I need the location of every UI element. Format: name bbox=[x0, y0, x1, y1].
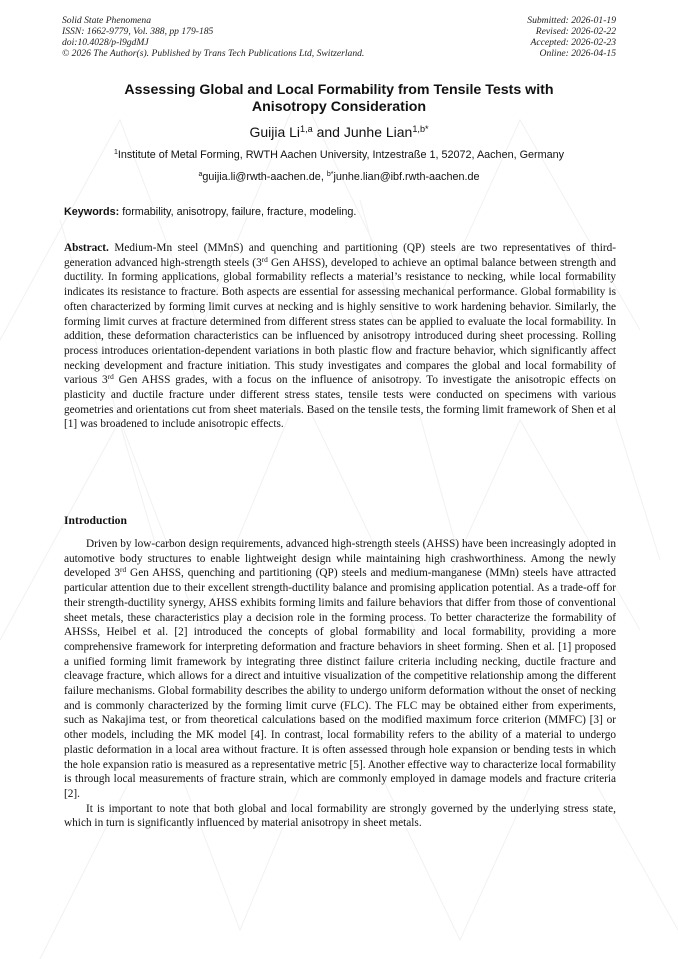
author-1: Guijia Li bbox=[249, 124, 301, 140]
introduction-body bbox=[64, 537, 616, 831]
journal-name: Solid State Phenomena bbox=[62, 15, 151, 26]
online-date: Online: 2026-04-15 bbox=[539, 48, 616, 59]
submitted-date: Submitted: 2026-01-19 bbox=[527, 15, 616, 26]
abstract-text-1: Medium-Mn steel (MMnS) and quenching and partitioning (QP) steels are two representatives of third-generation advanced high-strength steels (3 bbox=[64, 242, 616, 269]
email-a: guijia.li@rwth-aachen.de, bbox=[202, 171, 327, 183]
keywords-label: Keywords: bbox=[64, 206, 120, 218]
abstract-text-2: Gen AHSS), developed to achieve an optimal balance between strength and ductility. In forming applications, global formability reflects a material’s resistance to necking, while local formability indicates its resistance to fracture. Both aspects are essential for assessing mechanical performance. Global formability is often characterized by forming limit curves at necking and is highly sensitive to work hardening behavior. Similarly, the forming limit curves at fracture determined from different stress states can be applied to evaluate the local formability. In addition, these deformation characteristics can be influenced by anisotropy introduced during sheet processing. Rolling process introduces orientation-dependent variations in both plastic flow and fracture behavior, which significantly affect necking development and fracture initiation. This study investigates and compares the global and local formability of various 3 bbox=[64, 256, 617, 387]
intro-p1-text-b: Gen AHSS, quenching and partitioning (QP) steels and medium-manganese (MMn) steels have attracted particular attention due to their excellent strength-ductility balance and promising application potential. As a trade-off for their strength-ductility synergy, AHSS exhibits forming limits and failure behaviors that differ from those of conventional sheet metals, these characteristics play a decision role in the forming process. To better characterize the formability of AHSSs, Heibel et al. [2] introduced the concepts of global formability and local formability, providing a more comprehensive framework for interpreting deformation and fracture behaviors in sheet forming. Shen et al. [1] proposed a unified forming limit framework by integrating three distinct failure criteria including necking, ductile fracture and cleavage fracture, which allows for a direct and intuitive visualization of the competitive relationship among the different failure mechanisms. Global formability describes the ability to undergo uniform deformation without the onset of necking and is commonly characterized by the forming limit curve (FLC). The FLC may be obtained either from experiments, such as Nakajima test, or from theoretical calculations based on the modified maximum force criterion (MMFC) [3] or other models, including the MK model [4]. In contrast, local formability refers to the ability of a material to undergo plastic deformation in a local area without fracture. It is often assessed through hole expansion or bending tests in which the hole expansion ratio is measured as a representative metric [5]. Another effective way to characterize local formability is through local measurements of fracture strain, which are commonly employed in damage models and fracture criteria [2]. bbox=[64, 567, 616, 800]
title-line-1: Assessing Global and Local Formability from Tensile Tests with bbox=[124, 82, 554, 98]
intro-p1-text-a: Driven by low-carbon design requirements, advanced high-strength steels (AHSS) have been increasingly adopted in automotive body structures to enable lightweight design while maintaining high crashworthiness. Among the newly developed 3 bbox=[64, 538, 616, 580]
author-conjunction: and bbox=[312, 124, 344, 140]
keywords-text: formability, anisotropy, failure, fracture, modeling. bbox=[119, 206, 357, 218]
author-2-affil: 1,b* bbox=[412, 124, 429, 134]
email-a-marker: a bbox=[198, 171, 203, 179]
affiliation bbox=[62, 149, 616, 162]
author-2: Junhe Lian bbox=[343, 124, 413, 140]
abstract bbox=[64, 241, 616, 432]
section-heading-introduction: Introduction bbox=[64, 514, 127, 527]
intro-p1-sup: rd bbox=[120, 565, 127, 575]
abstract-paragraph bbox=[64, 241, 616, 432]
copyright-line: © 2026 The Author(s). Published by Trans Tech Publications Ltd, Switzerland. bbox=[62, 48, 365, 59]
author-emails bbox=[62, 171, 616, 184]
keywords bbox=[64, 206, 616, 219]
issn-line: ISSN: 1662-9779, Vol. 388, pp 179-185 bbox=[62, 26, 214, 37]
author-list bbox=[62, 123, 616, 141]
title-line-2: Anisotropy Consideration bbox=[251, 99, 427, 115]
abstract-sup-1: rd bbox=[261, 254, 268, 264]
abstract-text-3: Gen AHSS grades, with a focus on the influence of anisotropy. To investigate the anisotropic effects on plasticity and ductile fracture under different stress states, tensile tests were conducted on specimens with various geometries and orientations cut from sheet materials. Based on the tensile tests, the forming limit framework of Shen et al [1] was broadened to include anisotropic effects. bbox=[64, 374, 616, 431]
intro-paragraph-2: It is important to note that both global and local formability are strongly governed by the underlying stress state, which in turn is significantly influenced by material anisotropy in sheet metals. bbox=[64, 802, 616, 830]
abstract-label: Abstract. bbox=[64, 242, 109, 254]
author-1-affil: 1,a bbox=[300, 124, 313, 134]
intro-paragraph-1 bbox=[64, 537, 616, 802]
revised-date: Revised: 2026-02-22 bbox=[535, 26, 616, 37]
email-b: junhe.lian@ibf.rwth-aachen.de bbox=[333, 171, 480, 183]
paper-title bbox=[62, 82, 616, 116]
abstract-sup-2: rd bbox=[107, 372, 114, 382]
accepted-date: Accepted: 2026-02-23 bbox=[530, 37, 616, 48]
email-b-marker: b* bbox=[326, 171, 334, 179]
affiliation-text: Institute of Metal Forming, RWTH Aachen University, Intzestraße 1, 52072, Aachen, Germany bbox=[117, 149, 564, 161]
affiliation-marker: 1 bbox=[114, 149, 118, 157]
doi-line: doi:10.4028/p-l9gdMJ bbox=[62, 37, 149, 48]
